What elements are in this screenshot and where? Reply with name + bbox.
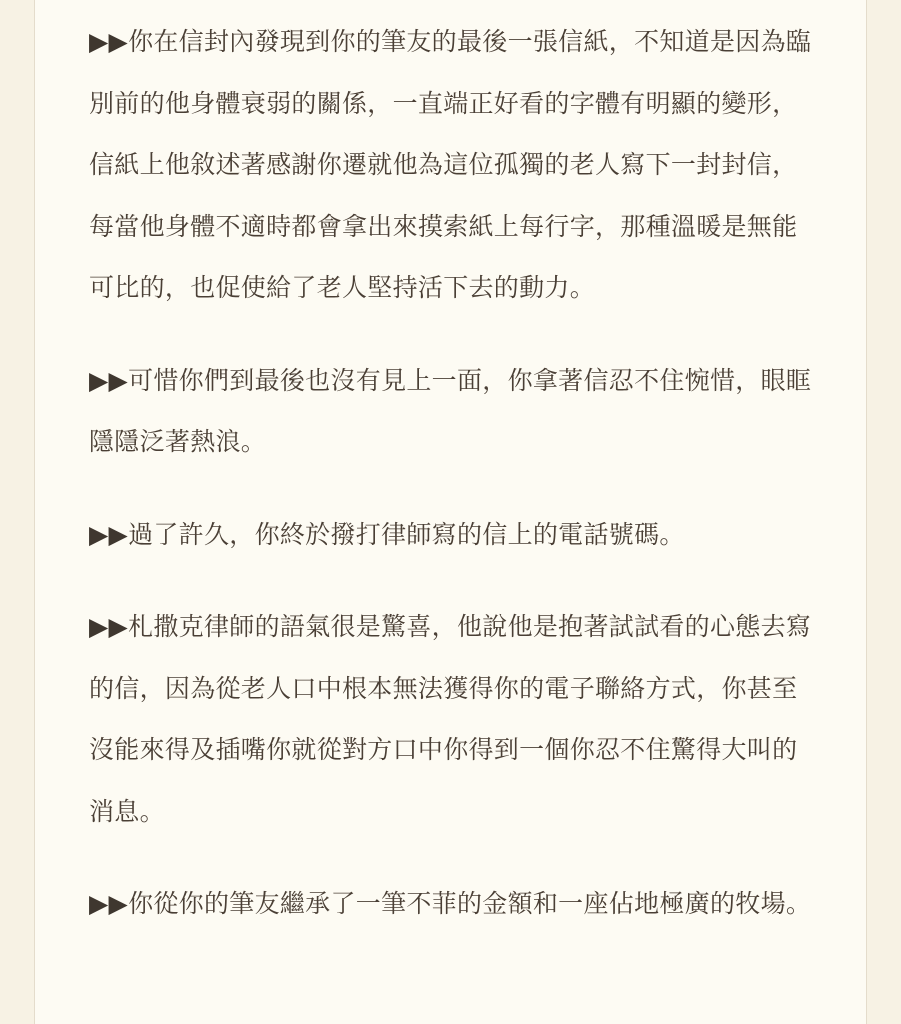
paragraph-text: 可惜你們到最後也沒有見上一面，你拿著信忍不住惋惜，眼眶隱隱泛著熱浪。 <box>89 365 812 456</box>
story-text <box>89 11 817 966</box>
story-paragraph <box>89 504 817 566</box>
arrow-marker-icon: ▶▶ <box>89 612 129 641</box>
arrow-marker-icon: ▶▶ <box>89 889 129 918</box>
story-paragraph <box>89 350 817 473</box>
paragraph-text: 你從你的筆友繼承了一筆不菲的金額和一座佔地極廣的牧場。 <box>128 889 812 918</box>
paragraph-text: 札撒克律師的語氣很是驚喜，他說他是抱著試試看的心態去寫的信，因為從老人口中根本無法獲得你的電子聯絡方式，你甚至沒能來得及插嘴你就從對方口中你得到一個你忍不住驚得大叫的消息。 <box>89 612 812 826</box>
page-card <box>34 0 867 1024</box>
arrow-marker-icon: ▶▶ <box>89 27 129 56</box>
story-paragraph <box>89 11 817 319</box>
paragraph-text: 你在信封內發現到你的筆友的最後一張信紙，不知道是因為臨別前的他身體衰弱的關係，一直端正好看的字體有明顯的變形，信紙上他敘述著感謝你遷就他為這位孤獨的老人寫下一封封信，每當他身體不適時都會拿出來摸索紙上每行字，那種溫暖是無能可比的，也促使給了老人堅持活下去的動力。 <box>89 27 812 302</box>
arrow-marker-icon: ▶▶ <box>89 519 129 549</box>
story-paragraph <box>89 873 817 935</box>
paragraph-text: 過了許久，你終於撥打律師寫的信上的電話號碼。 <box>128 519 685 549</box>
story-paragraph <box>89 596 817 842</box>
arrow-marker-icon: ▶▶ <box>89 365 129 395</box>
